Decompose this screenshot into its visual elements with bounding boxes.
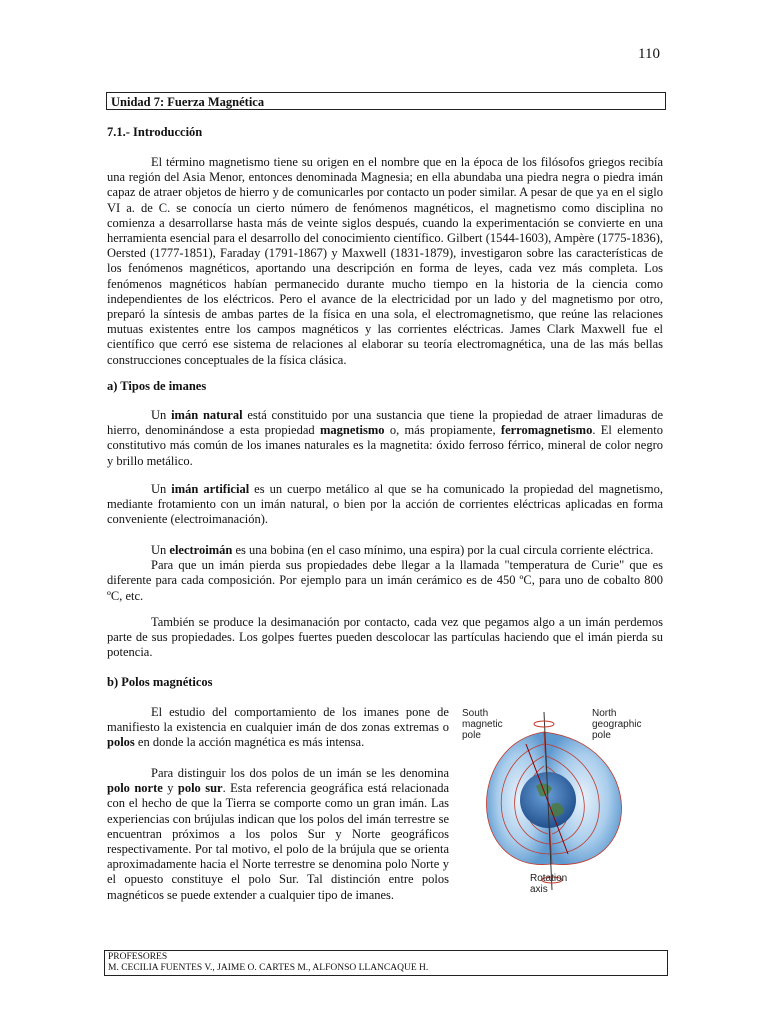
text: El estudio del comportamiento de los imanes pone de manifiesto la existencia en cualquier imán de dos zonas extremas o [107, 705, 449, 735]
curie-text: Para que un imán pierda sus propiedades debe llegar a la llamada "temperatura de Curie" que es diferente para cada composición. Por ejemplo para un imán cerámico es de 450 ºC, para uno de cobalto 800 ºC, etc. [107, 558, 663, 603]
text: . Esta referencia geográfica está relacionada con el hecho de que la Tierra se comporte como un gran imán. Las experiencias con brújulas indican que los polos del imán terrestre se encuentran próximos a los polos Sur y Norte geográficos respectivamente. Por tal motivo, el polo de la brújula que se orienta aproximadamente hacia el Norte terrestre se denomina polo Norte y el opuesto constituye el polo Sur. Tal distinción entre polos magnéticos se puede extender a cualquier tipo de imanes. [107, 781, 449, 902]
rotation-axis-label [530, 873, 567, 895]
artificial-magnet-paragraph [107, 482, 663, 528]
north-geographic-pole-label [592, 708, 641, 741]
label-line: North [592, 708, 617, 719]
text: Un [151, 408, 172, 422]
term-ferromagnetism: ferromagnetismo [500, 423, 593, 438]
term-poles: polos [107, 735, 135, 750]
label-line: Rotation [530, 873, 568, 884]
section-a-heading: a) Tipos de imanes [107, 379, 207, 393]
text: y [162, 781, 178, 796]
natural-magnet-paragraph [107, 408, 663, 469]
south-magnetic-pole-label [462, 708, 503, 741]
text: en donde la acción magnética es más intensa. [134, 735, 365, 750]
earth-magnetic-field-figure [456, 704, 668, 900]
text: está constituido por una sustancia que tiene la propiedad de atraer limaduras de hierro, denominándose a esta propiedad [107, 408, 663, 438]
text: es una bobina (en el caso mínimo, una espira) por la cual circula corriente eléctrica. [232, 543, 654, 557]
page-number: 110 [638, 46, 660, 62]
footer-line-2: M. CECILIA FUENTES V., JAIME O. CARTES M., ALFONSO LLANCAQUE H. [108, 963, 429, 973]
poles-paragraph-2 [107, 766, 449, 903]
label-line: pole [592, 730, 611, 741]
term-natural-magnet: imán natural [171, 408, 243, 422]
section-b-heading: b) Polos magnéticos [107, 675, 213, 689]
term-north-pole: polo norte [107, 781, 163, 796]
text: es un cuerpo metálico al que se ha comunicado la propiedad del magnetismo, mediante frotamiento con un imán natural, o bien por la acción de corrientes eléctricas aplicadas en forma conveniente (electroimanación). [107, 482, 664, 527]
intro-text: El término magnetismo tiene su origen en el nombre que en la época de los filósofos griegos recibía una región del Asia Menor, entonces denominada Magnesia; en ella abundaba una piedra negra o piedra imán capaz de atraer objetos de hierro y de comunicarles por contacto un poder similar. A pesar de que ya en el siglo VI a. de C. se conocía un cierto número de fenómenos magnéticos, el magnetismo como disciplina no comienza a desarrollarse hasta más de veinte siglos después, cuando la experimentación se convierte en una herramienta esencial para el desarrollo del conocimiento científico. Gilbert (1544-1603), Ampère (1775-1836), Oersted (1777-1851), Faraday (1791-1867) y Maxwell (1831-1879), investigaron sobre las características de los fenómenos magnéticos, aportando una descripción en forma de leyes, cada vez más completa. Los fenómenos magnéticos habían permanecido durante mucho tiempo en la historia de la ciencia como independientes de los eléctricos. Pero el avance de la electricidad por un lado y del magnetismo por otro, preparó la síntesis de ambas partes de la física en una sola, el electromagnetismo, que reúne las relaciones mutuas existentes entre los campos magnéticos y las corrientes eléctricas. James Clark Maxwell fue el científico que cerró ese sistema de relaciones al elaborar su teoría electromagnética, una de las más bellas construcciones conceptuales de la física clásica. [107, 155, 663, 367]
text: Un [151, 543, 170, 557]
term-artificial-magnet: imán artificial [171, 482, 250, 496]
label-line: pole [462, 730, 481, 741]
text: o, más propiamente, [384, 423, 501, 438]
term-magnetism: magnetismo [319, 423, 385, 438]
intro-paragraph [107, 155, 663, 368]
text: Un [151, 482, 172, 496]
unit-title: Unidad 7: Fuerza Magnética [106, 92, 666, 110]
label-line: magnetic [462, 719, 503, 730]
electromagnet-paragraph [107, 543, 663, 604]
text: También se produce la desimanación por contacto, cada vez que pegamos algo a un imán perdemos parte de sus propiedades. Los golpes fuertes pueden descolocar las partículas haciendo que el imán pierda su potencia. [107, 615, 663, 660]
footer-line-1: PROFESORES [108, 952, 168, 962]
footer-authors [104, 950, 668, 976]
label-line: geographic [592, 719, 642, 730]
demagnetization-paragraph [107, 615, 663, 661]
text: Para distinguir los dos polos de un imán se les denomina [151, 766, 449, 780]
poles-paragraph-1 [107, 705, 449, 751]
term-electromagnet: electroimán [169, 543, 233, 557]
label-line: axis [530, 884, 548, 895]
section-intro-heading: 7.1.- Introducción [107, 125, 203, 139]
term-south-pole: polo sur [177, 781, 223, 796]
text: . El elemento constitutivo más común de los imanes naturales es la magnetita: óxido ferroso férrico, mineral de color negro y brillo metálico. [107, 423, 664, 468]
label-line: South [462, 708, 489, 719]
